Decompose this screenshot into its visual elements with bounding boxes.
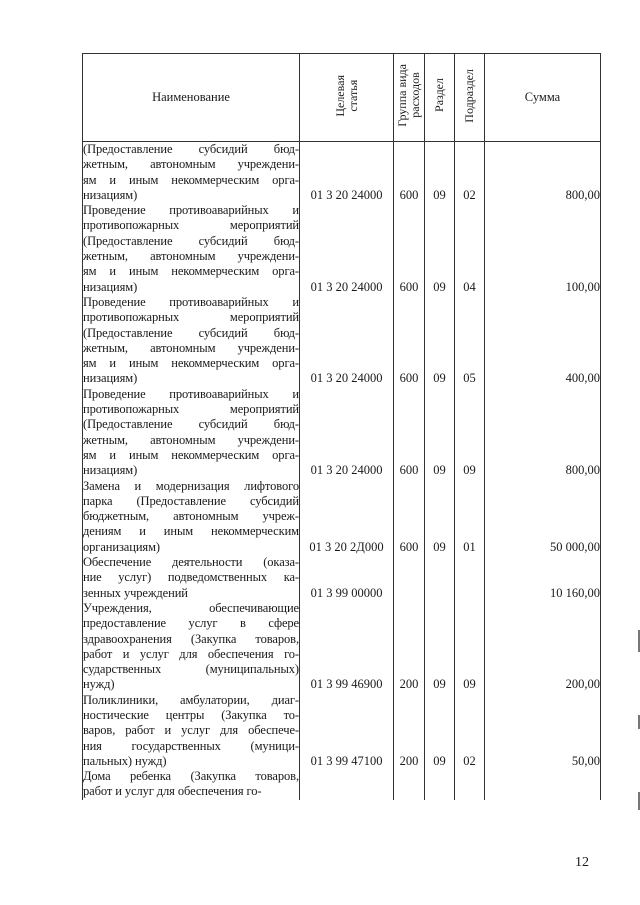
row-name — [83, 601, 300, 693]
row-name-line: парка (Предоставление субсидий — [83, 493, 299, 508]
header-podrazdel: Подраздел — [455, 54, 485, 142]
row-name — [83, 555, 300, 601]
row-name — [83, 295, 300, 387]
row-name-line: ностические центры (Закупка то- — [83, 707, 299, 722]
row-group: 600 — [394, 142, 425, 204]
header-group: Группа вида расходов — [394, 54, 425, 142]
row-name — [83, 142, 300, 204]
row-group: 600 — [394, 479, 425, 555]
row-podrazdel: 09 — [455, 387, 485, 479]
row-sum — [485, 769, 601, 800]
row-name-line: нужд) — [83, 677, 115, 692]
row-sum: 800,00 — [485, 142, 601, 204]
row-name-line: работ и услуг для обеспечения го- — [83, 784, 262, 799]
row-name-line: (Предоставление субсидий бюд- — [83, 325, 299, 340]
row-name-line: ям и иным некоммерческим орга- — [83, 356, 299, 371]
table-header-row — [83, 54, 601, 142]
table-row — [83, 479, 601, 555]
row-podrazdel: 01 — [455, 479, 485, 555]
row-name-line: (Предоставление субсидий бюд- — [83, 417, 299, 432]
row-razdel: 09 — [425, 295, 455, 387]
row-group: 200 — [394, 601, 425, 693]
row-name-line: жетным, автономным учреждени- — [83, 340, 299, 355]
row-razdel: 09 — [425, 693, 455, 769]
table-row — [83, 295, 601, 387]
row-razdel: 09 — [425, 387, 455, 479]
row-sum: 50 000,00 — [485, 479, 601, 555]
row-code: 01 3 20 2Д000 — [300, 479, 394, 555]
row-razdel — [425, 769, 455, 800]
row-name — [83, 769, 300, 800]
row-name — [83, 203, 300, 295]
row-code: 01 3 20 24000 — [300, 142, 394, 204]
row-podrazdel: 05 — [455, 295, 485, 387]
row-podrazdel: 02 — [455, 693, 485, 769]
budget-table — [82, 53, 601, 800]
row-group — [394, 555, 425, 601]
table-row — [83, 387, 601, 479]
row-sum: 50,00 — [485, 693, 601, 769]
row-sum: 10 160,00 — [485, 555, 601, 601]
row-name-line: ям и иным некоммерческим орга- — [83, 447, 299, 462]
table-row — [83, 693, 601, 769]
row-code: 01 3 20 24000 — [300, 203, 394, 295]
row-razdel: 09 — [425, 142, 455, 204]
row-podrazdel: 09 — [455, 601, 485, 693]
row-code: 01 3 20 24000 — [300, 387, 394, 479]
row-name-line: пальных) нужд) — [83, 753, 167, 768]
table-row — [83, 142, 601, 204]
row-name-line: низациям) — [83, 279, 138, 294]
row-razdel: 09 — [425, 479, 455, 555]
row-razdel: 09 — [425, 203, 455, 295]
row-razdel — [425, 555, 455, 601]
row-group — [394, 769, 425, 800]
row-name-line: Дома ребенка (Закупка товаров, — [83, 769, 299, 784]
table-row — [83, 203, 601, 295]
row-name-line: Проведение противоаварийных и — [83, 203, 299, 218]
row-name-line: дениям и иным некоммерческим — [83, 524, 299, 539]
row-code: 01 3 99 00000 — [300, 555, 394, 601]
row-name-line: варов, работ и услуг для обеспече- — [83, 723, 299, 738]
row-name-line: низациям) — [83, 187, 138, 202]
table-row — [83, 555, 601, 601]
row-sum: 800,00 — [485, 387, 601, 479]
row-name-line: Проведение противоаварийных и — [83, 294, 299, 309]
row-sum: 400,00 — [485, 295, 601, 387]
row-sum: 200,00 — [485, 601, 601, 693]
row-razdel: 09 — [425, 601, 455, 693]
row-name-line: сударственных (муниципальных) — [83, 662, 299, 677]
row-name-line: низациям) — [83, 463, 138, 478]
header-code: Целевая статья — [300, 54, 394, 142]
row-name-line: зенных учреждений — [83, 585, 188, 600]
row-name — [83, 693, 300, 769]
row-name-line: (Предоставление субсидий бюд- — [83, 142, 299, 156]
row-name-line: работ и услуг для обеспечения го- — [83, 646, 299, 661]
row-name-line: Учреждения, обеспечивающие — [83, 600, 299, 615]
row-group: 600 — [394, 295, 425, 387]
row-name-line: ям и иным некоммерческим орга- — [83, 264, 299, 279]
table-row — [83, 601, 601, 693]
row-name-line: ние услуг) подведомственных ка- — [83, 570, 299, 585]
table-row — [83, 769, 601, 800]
row-name-line: здравоохранения (Закупка товаров, — [83, 631, 299, 646]
header-sum: Сумма — [485, 54, 601, 142]
row-group: 600 — [394, 387, 425, 479]
row-group: 600 — [394, 203, 425, 295]
row-name-line: бюджетным, автономным учреж- — [83, 509, 299, 524]
row-code: 01 3 99 47100 — [300, 693, 394, 769]
row-podrazdel: 04 — [455, 203, 485, 295]
row-name-line: противопожарных мероприятий — [83, 402, 299, 417]
row-name-line: противопожарных мероприятий — [83, 218, 299, 233]
row-name-line: предоставление услуг в сфере — [83, 616, 299, 631]
row-name — [83, 479, 300, 555]
row-podrazdel: 02 — [455, 142, 485, 204]
row-name-line: низациям) — [83, 371, 138, 386]
row-name-line: (Предоставление субсидий бюд- — [83, 233, 299, 248]
header-razdel: Раздел — [425, 54, 455, 142]
row-name-line: организациям) — [83, 539, 160, 554]
row-name-line: Проведение противоаварийных и — [83, 386, 299, 401]
header-name: Наименование — [83, 54, 300, 142]
row-name-line: жетным, автономным учреждени- — [83, 432, 299, 447]
row-name-line: Поликлиники, амбулатории, диаг- — [83, 692, 299, 707]
row-sum: 100,00 — [485, 203, 601, 295]
row-name-line: ям и иным некоммерческим орга- — [83, 172, 299, 187]
row-name-line: ния государственных (муници- — [83, 738, 299, 753]
row-name — [83, 387, 300, 479]
table-body — [83, 142, 601, 800]
row-group: 200 — [394, 693, 425, 769]
row-name-line: Обеспечение деятельности (оказа- — [83, 555, 299, 570]
row-code — [300, 769, 394, 800]
row-code: 01 3 99 46900 — [300, 601, 394, 693]
row-podrazdel — [455, 555, 485, 601]
row-name-line: жетным, автономным учреждени- — [83, 249, 299, 264]
row-code: 01 3 20 24000 — [300, 295, 394, 387]
row-name-line: противопожарных мероприятий — [83, 310, 299, 325]
page-number: 12 — [575, 855, 589, 870]
row-podrazdel — [455, 769, 485, 800]
row-name-line: жетным, автономным учреждени- — [83, 157, 299, 172]
row-name-line: Замена и модернизация лифтового — [83, 478, 299, 493]
